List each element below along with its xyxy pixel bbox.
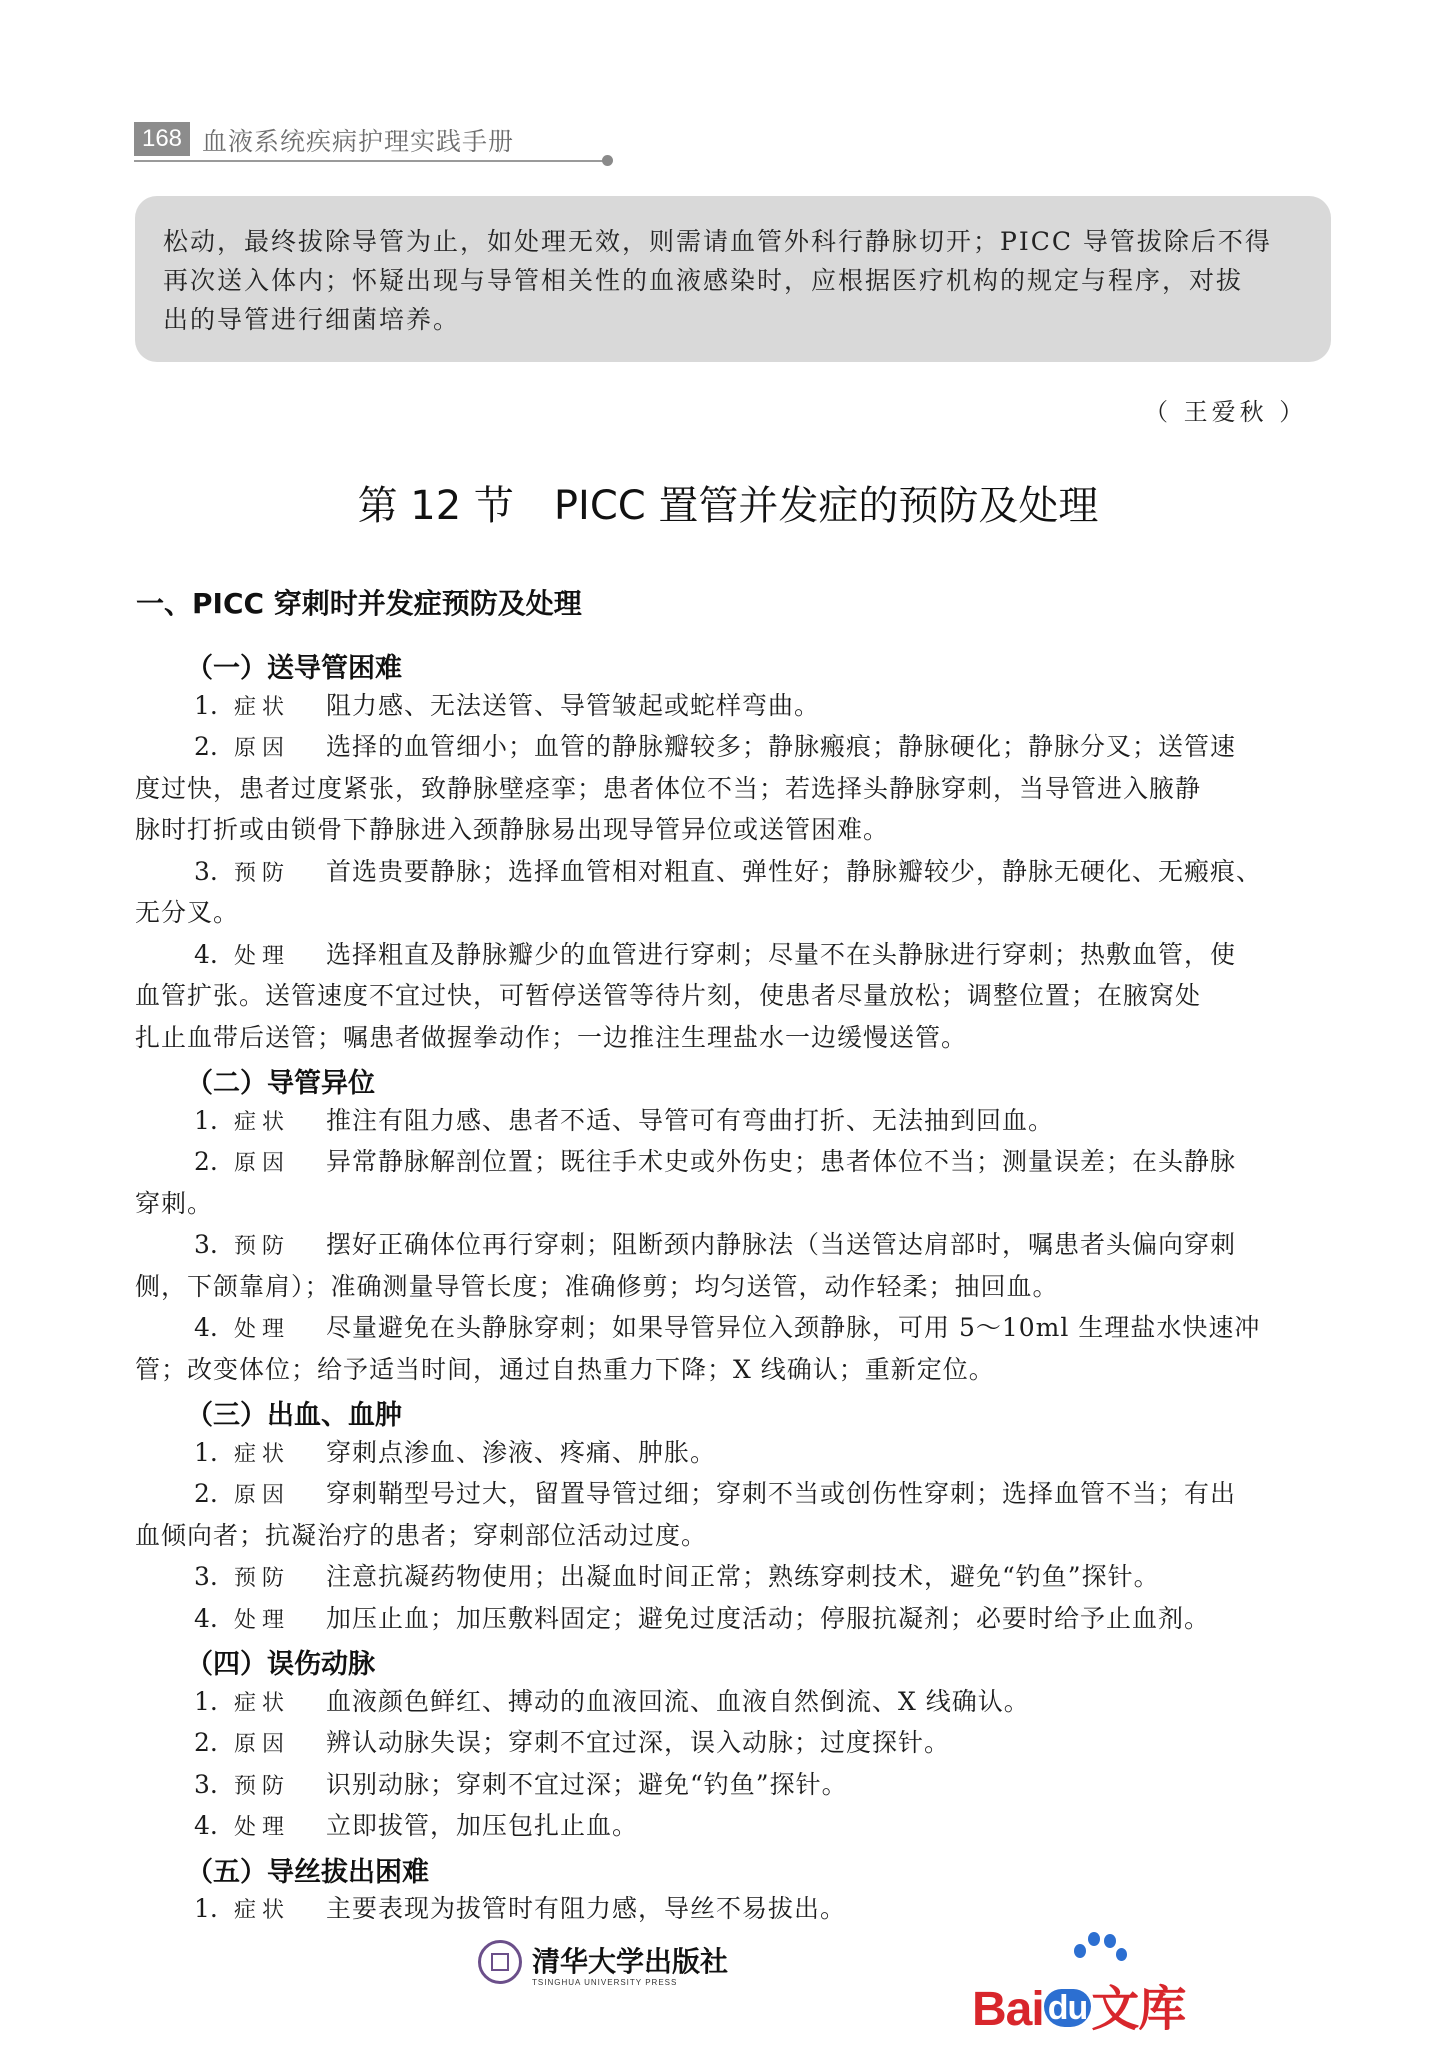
list-item [194,1682,1030,1718]
item-text: 主要表现为拔管时有阻力感，导丝不易拔出。 [326,1894,847,1923]
list-item [194,1142,1236,1178]
item-label: 处理 [234,943,291,969]
subsection-heading: （二）导管异位 [186,1068,375,1099]
item-text: 穿刺。 [135,1188,214,1218]
item-continuation-line [135,1184,213,1220]
item-text: 度过快，患者过度紧张，致静脉壁痉挛；患者体位不当；若选择头静脉穿刺，当导管进入腋静 [135,773,1202,803]
book-title: 血液系统疾病护理实践手册 [202,127,515,156]
item-label: 症状 [234,694,291,720]
item-text: 管；改变体位；给予适当时间，通过自热重力下降；X 线确认；重新定位。 [135,1354,995,1384]
item-label: 预防 [234,1773,291,1799]
item-label: 原因 [234,1732,291,1757]
list-item [194,852,1262,888]
university-seal-icon [478,1940,522,1984]
note-line: 出的导管进行细菌培养。 [163,305,461,334]
note-box [135,196,1331,362]
list-item [194,727,1236,763]
item-number: 1. [194,690,218,720]
item-text: 推注有阻力感、患者不适、导管可有弯曲打折、无法抽到回血。 [326,1105,1055,1135]
list-item [194,935,1236,971]
item-label: 处理 [234,1607,291,1633]
header-dot [602,155,613,166]
item-text: 异常静脉解剖位置；既往手术史或外伤史；患者体位不当；测量误差；在头静脉 [326,1147,1237,1176]
item-number: 1. [194,1437,218,1467]
list-item [194,1474,1236,1510]
publisher-logo [478,1936,729,1996]
item-number: 4. [194,939,218,969]
list-item [194,1308,1260,1344]
item-text: 阻力感、无法送管、导管皱起或蛇样弯曲。 [326,690,821,720]
list-item [194,1723,950,1759]
list-item [194,1765,848,1801]
item-text: 脉时打折或由锁骨下静脉进入颈静脉易出现导管异位或送管困难。 [135,815,890,844]
item-text: 侧，下颌靠肩）；准确测量导管长度；准确修剪；均匀送管，动作轻柔；抽回血。 [135,1271,1059,1301]
running-header [134,116,614,162]
item-text: 辨认动脉失误；穿刺不宜过深，误入动脉；过度探针。 [326,1728,951,1757]
item-text: 穿刺鞘型号过大，留置导管过细；穿刺不当或创伤性穿刺；选择血管不当；有出 [326,1479,1237,1508]
list-item [194,1101,1054,1137]
item-text: 立即拔管，加压包扎止血。 [326,1811,639,1840]
item-text: 尽量避免在头静脉穿刺；如果导管异位入颈静脉，可用 5～10ml 生理盐水快速冲 [326,1313,1261,1342]
item-number: 2. [194,1147,218,1176]
page-number: 168 [134,122,190,156]
list-item [194,1557,1160,1593]
baidu-wenku-watermark [972,1930,1212,2036]
item-number: 3. [194,1769,218,1799]
item-label: 症状 [234,1441,291,1467]
subsection-heading: （三）出血、血肿 [186,1400,402,1431]
item-number: 3. [194,1562,218,1591]
item-label: 预防 [234,860,291,886]
item-text: 首选贵要静脉；选择血管相对粗直、弹性好；静脉瓣较少，静脉无硬化、无瘢痕、 [326,856,1263,886]
note-line: 松动，最终拔除导管为止，如处理无效，则需请血管外科行静脉切开；PICC 导管拔除后不得 [163,227,1272,256]
section-title: 第 12 节 PICC 置管并发症的预防及处理 [357,483,1099,529]
item-number: 2. [194,1728,218,1757]
item-text: 摆好正确体位再行穿刺；阻断颈内静脉法（当送管达肩部时，嘱患者头偏向穿刺 [326,1230,1237,1259]
publisher-name: 清华大学出版社 [532,1945,729,1978]
note-line: 再次送入体内；怀疑出现与导管相关性的血液感染时，应根据医疗机构的规定与程序，对拔 [163,266,1244,295]
subsection-heading: （四）误伤动脉 [186,1649,375,1680]
item-number: 4. [194,1811,218,1840]
item-label: 处理 [234,1815,291,1840]
item-continuation-line [135,810,889,846]
item-label: 症状 [234,1898,291,1923]
item-continuation-line [135,1267,1059,1303]
item-label: 原因 [234,1483,291,1508]
item-text: 注意抗凝药物使用；出凝血时间正常；熟练穿刺技术，避免“钓鱼”探针。 [326,1562,1160,1591]
item-continuation-line [135,1350,995,1386]
list-item [194,686,820,722]
author-credit: （ 王爱秋 ） [1144,398,1308,426]
item-label: 症状 [234,1109,291,1135]
item-text: 选择粗直及静脉瓣少的血管进行穿刺；尽量不在头静脉进行穿刺；热敷血管，使 [326,939,1237,969]
item-text: 穿刺点渗血、渗液、疼痛、肿胀。 [326,1437,717,1467]
item-continuation-line [135,893,239,929]
item-continuation-line [135,1516,707,1552]
list-item [194,1806,638,1842]
item-number: 2. [194,1479,218,1508]
item-label: 症状 [234,1690,291,1716]
item-number: 4. [194,1313,218,1342]
item-label: 原因 [234,736,291,761]
item-label: 原因 [234,1151,291,1176]
list-item [194,1433,716,1469]
item-number: 1. [194,1894,218,1923]
item-text: 血液颜色鲜红、搏动的血液回流、血液自然倒流、X 线确认。 [326,1686,1030,1716]
item-number: 4. [194,1603,218,1633]
item-label: 预防 [234,1234,291,1259]
item-text: 选择的血管细小；血管的静脉瓣较多；静脉瘢痕；静脉硬化；静脉分叉；送管速 [326,732,1237,761]
subsection-heading: （五）导丝拔出困难 [186,1856,429,1888]
list-item [194,1599,1210,1635]
item-text: 血管扩张。送管速度不宜过快，可暂停送管等待片刻，使患者尽量放松；调整位置；在腋窝处 [135,981,1202,1010]
heading-level-1: 一、PICC 穿刺时并发症预防及处理 [136,587,582,620]
item-number: 3. [194,1230,218,1259]
item-text: 识别动脉；穿刺不宜过深；避免“钓鱼”探针。 [326,1769,848,1799]
publisher-name-en: TSINGHUA UNIVERSITY PRESS [532,1978,678,1987]
subsection-heading: （一）送导管困难 [186,653,402,684]
item-continuation-line [135,976,1201,1012]
header-rule [134,160,606,162]
item-number: 1. [194,1686,218,1716]
item-label: 处理 [234,1317,291,1342]
item-text: 血倾向者；抗凝治疗的患者；穿刺部位活动过度。 [135,1520,708,1550]
item-number: 1. [194,1105,218,1135]
item-text: 加压止血；加压敷料固定；避免过度活动；停服抗凝剂；必要时给予止血剂。 [326,1603,1211,1633]
item-continuation-line [135,769,1201,805]
item-label: 预防 [234,1566,291,1591]
item-text: 无分叉。 [135,898,240,927]
list-item [194,1889,846,1925]
item-text: 扎止血带后送管；嘱患者做握拳动作；一边推注生理盐水一边缓慢送管。 [135,1022,968,1052]
list-item [194,1225,1236,1261]
item-number: 3. [194,856,218,886]
item-continuation-line [135,1018,967,1054]
item-number: 2. [194,732,218,761]
watermark-text: Bai du文库 [972,1983,1186,2036]
